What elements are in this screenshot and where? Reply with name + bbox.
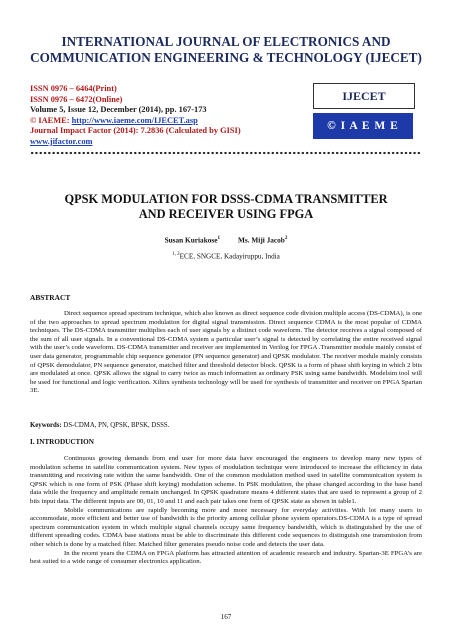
introduction-body	[30, 455, 422, 567]
journal-title	[30, 34, 422, 66]
issn-print: ISSN 0976 – 6464(Print)	[30, 84, 117, 93]
iaeme-prefix: © IAEME:	[30, 115, 72, 125]
author-1-sup: 1	[217, 235, 221, 241]
introduction-heading: I. INTRODUCTION	[30, 438, 94, 446]
iaeme-line	[30, 116, 290, 127]
journal-meta	[30, 84, 290, 148]
affiliation	[30, 252, 422, 260]
abstract-text: Direct sequence spread spectrum technique, which also known as direct sequence code division multiple access (DS-CDMA), is one of the two approaches to spread spectrum modulation for digital signal transmission. Direct sequence CDMA is the most popular of CDMA techniques. The DS-CDMA transmitter multiplies each of user signals by a distinct code waveform. The detector receives a signal composed of the sum of all user signals. In a conventional DS-CDMA system a particular user’s signal is detected by correlating the entire received signal with the user’s code waveform. DS-CDMA transmitter and receiver are implemented in Verilog for FPGA .Transmitter module mainly consist of user data generator, programmable chip sequence generator (PN sequence generator) and QPSK modulator. The receiver module mainly consists of QPSK demodulator, PN sequence generator, matched filter and threshold detector block. QPSK is a form of phase shift keying in which 2 bits are modulated at once. QPSK allows the signal to carry twice as much information as ordinary PSK using same bandwidth. Modelsim tool will be used for functional and logic verification. Xilinx synthesis technology will be used for synthesis of transmitter and receiver on FPGA Spartan 3E.	[30, 310, 422, 395]
page-number: 167	[220, 613, 232, 621]
paper-title-line1: QPSK MODULATION FOR DSSS-CDMA TRANSMITTER	[64, 192, 388, 206]
impact-factor: Journal Impact Factor (2014): 7.2836 (Calculated by GISI)	[30, 126, 241, 136]
abstract-heading: ABSTRACT	[30, 293, 71, 302]
author-1: Susan Kuriakose	[164, 235, 218, 245]
iaeme-link[interactable]: http://www.iaeme.com/IJECET.asp	[71, 115, 198, 125]
ijecet-box: IJECET	[313, 83, 415, 109]
keywords-label: Keywords:	[30, 422, 62, 429]
volume-info: Volume 5, Issue 12, December (2014), pp. 167-173	[30, 105, 207, 115]
intro-paragraph-2: Mobile communications are rapidly becoming more and more necessary for everyday activities. With lot many users to accommodate, more efficient and better use of bandwidth is the priority among cellular phone system operators.DS-CDMA is a type of spread spectrum communication system in which multiple signal channels occupy same frequency bandwidth, which is distinguished by the use of different spreading codes. CDMA base stations must be able to discriminate this different code sequences to distinguish one transmission from other which is done by a matched filter. Matched filter generates pseudo noise code and detects the user data.	[30, 506, 422, 548]
issn-online: ISSN 0976 – 6472(Online)	[30, 94, 123, 104]
paper-title	[40, 192, 412, 222]
jifactor-link[interactable]: www.jifactor.com	[30, 136, 93, 146]
author-2-sup: 2	[284, 235, 288, 241]
author-2: Ms. Miji Jacob	[238, 235, 285, 245]
authors	[30, 235, 422, 244]
jifactor-line	[30, 137, 290, 148]
paper-title-line2: AND RECEIVER USING FPGA	[138, 207, 314, 221]
affiliation-text: ECE, SNGCE, Kadayiruppu, India	[179, 252, 280, 261]
intro-paragraph-3: In the recent years the CDMA on FPGA platform has attracted attention of academic research and industry. Spartan-3E FPGA’s are best suited to a wide range of consumer electronics application.	[30, 549, 422, 566]
affiliation-sup: 1, 2	[172, 252, 180, 257]
abstract-body	[30, 310, 422, 396]
journal-title-line1: INTERNATIONAL JOURNAL OF ELECTRONICS AND	[61, 34, 391, 49]
keywords	[30, 422, 422, 429]
dotted-divider	[30, 151, 422, 155]
intro-paragraph-1: Continuous growing demands from end user for more data have encouraged the engineers to develop many new types of modulation scheme in satellite communication system. New types of modulation technique were introduced to increase the efficiency in data transmitting and receiving rate within the same bandwidth. One of the common modulation method used in satellite communication system is QPSK which is one form of PSK (Phase shift keying) modulation scheme. In PSK modulation, the phase changed according to the base band data while the frequency and amplitude remain unchanged. In QPSK quadrature means 4 different states that are used to represent a group of 2 bits input data. The different inputs are 00, 01, 10 and 11 and each pair takes one form of QPSK state as shown in table1.	[30, 455, 422, 505]
iaeme-logo: © I A E M E	[313, 113, 413, 139]
journal-title-line2: COMMUNICATION ENGINEERING & TECHNOLOGY (IJECET)	[30, 50, 422, 65]
keywords-text: DS-CDMA, PN, QPSK, BPSK, DSSS.	[61, 422, 170, 429]
